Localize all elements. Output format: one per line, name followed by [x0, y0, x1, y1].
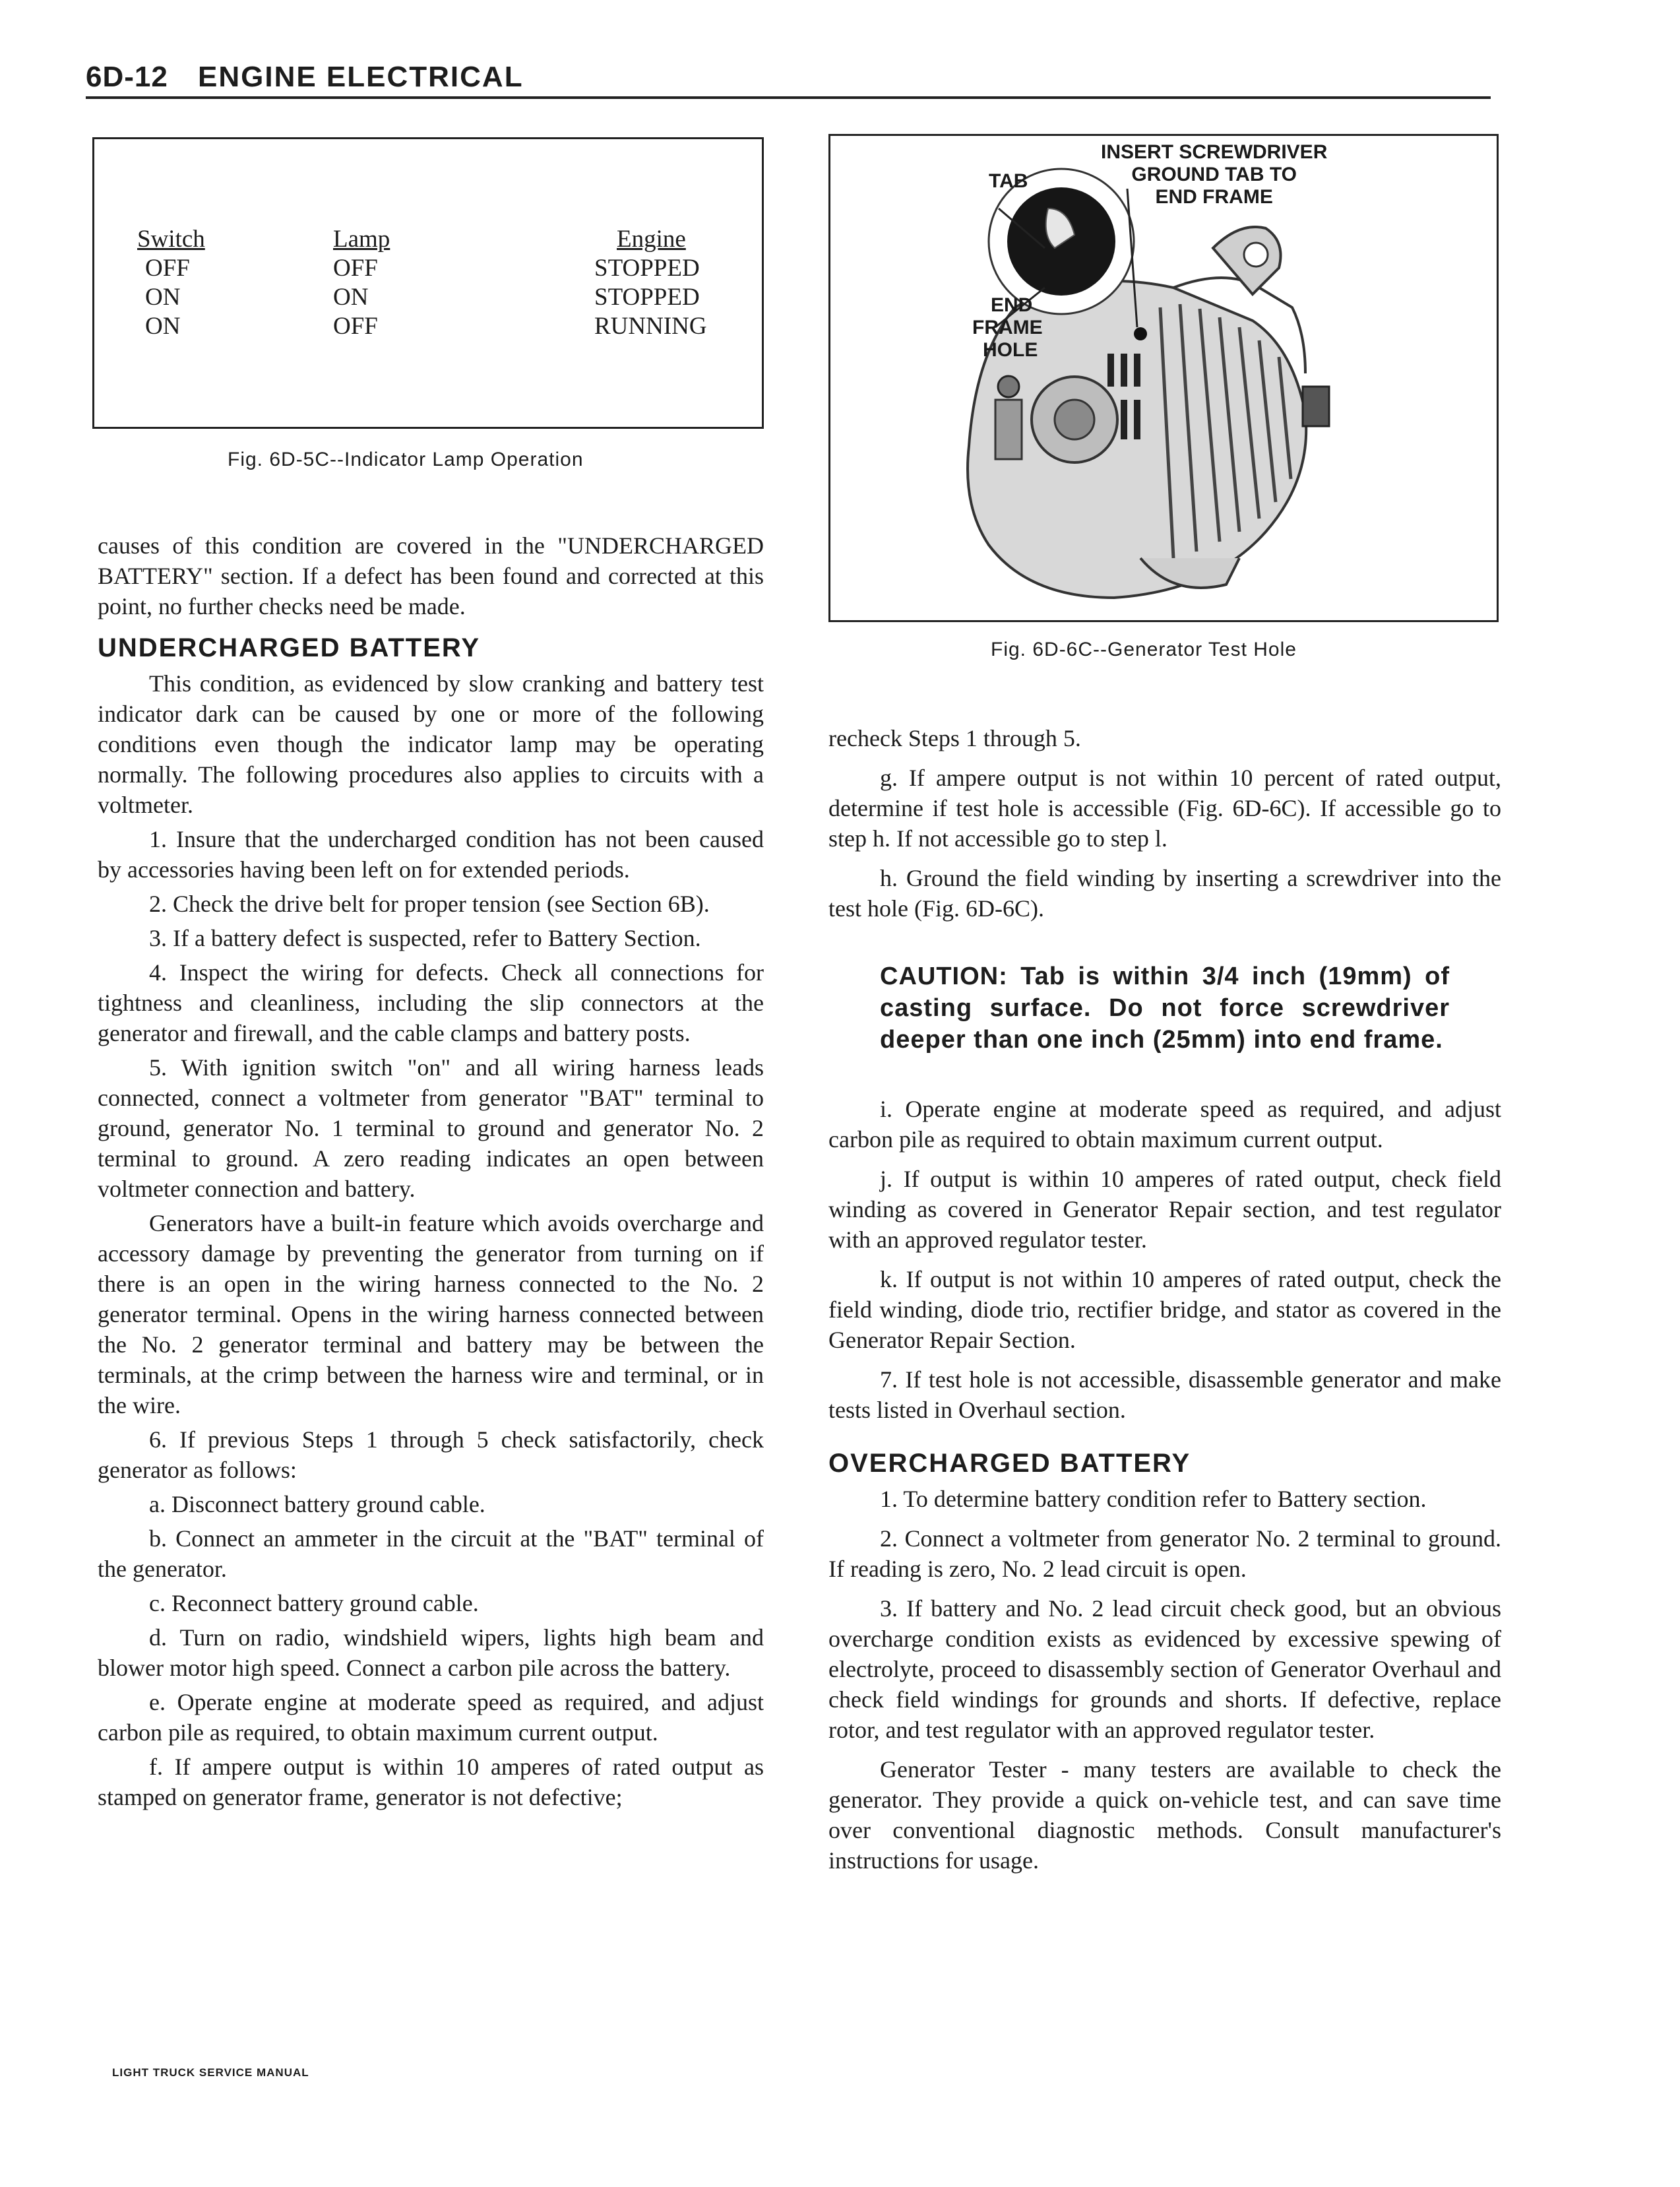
paragraph: 4. Inspect the wiring for defects. Check all connections for tightness and cleanliness, including the slip connectors at the generator and firewall, and the cable clamps and battery posts.	[98, 959, 764, 1046]
figure-label-tab: TAB	[989, 170, 1028, 192]
table-cell: OFF	[333, 255, 378, 282]
page-number: 6D-12	[86, 61, 168, 93]
paragraph: e. Operate engine at moderate speed as required, and adjust carbon pile as required, to obtain maximum current output.	[98, 1689, 764, 1746]
table-header-switch: Switch	[137, 226, 205, 253]
left-column	[98, 530, 764, 1816]
figure-label-end-line: END	[991, 294, 1033, 316]
paragraph: j. If output is within 10 amperes of rated output, check field winding as covered in Generator Repair section, and test regulator with an approved regulator tester.	[828, 1166, 1501, 1253]
figure-label-end-line: FRAME	[972, 317, 1043, 338]
table-cell: STOPPED	[594, 255, 700, 282]
paragraph: 5. With ignition switch "on" and all wiring harness leads connected, connect a voltmeter from generator "BAT" terminal to ground, generator No. 1 terminal to ground and generator No. 2 terminal to ground. A zero reading indicates an open between voltmeter connection and battery.	[98, 1054, 764, 1202]
figure-label-insert-line: GROUND TAB TO	[1131, 164, 1297, 185]
paragraph: Generators have a built-in feature which avoids overcharge and accessory damage by preventing the generator from turning on if there is an open in the wiring harness connected to the No. 2 generator terminal. Opens in the wiring harness connected between the No. 2 generator terminal and battery may be between the terminals, at the crimp between the harness wire and terminal, or in the wire.	[98, 1210, 764, 1418]
paragraph: c. Reconnect battery ground cable.	[149, 1590, 479, 1616]
figure-caption-lamp: Fig. 6D-5C--Indicator Lamp Operation	[228, 449, 584, 470]
figure-label-end-line: HOLE	[983, 339, 1038, 361]
figure-caption-generator: Fig. 6D-6C--Generator Test Hole	[991, 639, 1297, 660]
paragraph: d. Turn on radio, windshield wipers, lights high beam and blower motor high speed. Connect a carbon pile across the battery.	[98, 1624, 764, 1681]
generator-test-hole-figure	[828, 134, 1499, 622]
figure-label-insert-line: END FRAME	[1155, 186, 1273, 208]
table-col-lamp	[333, 225, 390, 341]
figure-label-end-frame-hole	[972, 294, 1043, 362]
paragraph: 2. Check the drive belt for proper tension (see Section 6B).	[149, 891, 710, 917]
paragraph: recheck Steps 1 through 5.	[828, 725, 1081, 751]
paragraph: 6. If previous Steps 1 through 5 check satisfactorily, check generator as follows:	[98, 1426, 764, 1483]
footer: LIGHT TRUCK SERVICE MANUAL	[112, 2066, 309, 2079]
paragraph: 7. If test hole is not accessible, disassemble generator and make tests listed in Overhaul section.	[828, 1366, 1501, 1423]
table-cell: STOPPED	[594, 284, 700, 311]
header-rule	[86, 96, 1491, 99]
table-col-engine	[594, 225, 707, 341]
paragraph: 1. Insure that the undercharged condition has not been caused by accessories having been left on for extended periods.	[98, 826, 764, 883]
paragraph: This condition, as evidenced by slow cranking and battery test indicator dark can be caused by one or more of the following conditions even though the indicator lamp may be operating normally. The following procedures also applies to circuits with a voltmeter.	[98, 670, 764, 818]
paragraph: Generator Tester - many testers are available to check the generator. They provide a quick on-vehicle test, and can save time over conventional diagnostic methods. Consult manufacturer's instructions for usage.	[828, 1756, 1501, 1874]
table-header-lamp: Lamp	[333, 226, 390, 253]
figure-label-insert-line: INSERT SCREWDRIVER	[1101, 141, 1328, 163]
indicator-lamp-table	[92, 137, 764, 429]
paragraph: k. If output is not within 10 amperes of rated output, check the field winding, diode trio, rectifier bridge, and stator as covered in the Generator Repair Section.	[828, 1266, 1501, 1353]
paragraph: g. If ampere output is not within 10 percent of rated output, determine if test hole is accessible (Fig. 6D-6C). If accessible go to step h. If not accessible go to step l.	[828, 765, 1501, 852]
figure-label-insert	[1101, 141, 1327, 208]
table-cell: ON	[145, 313, 181, 340]
intro-paragraph: causes of this condition are covered in the "UNDERCHARGED BATTERY" section. If a defect has been found and corrected at this point, no further checks need be made.	[98, 532, 764, 619]
table-cell: OFF	[333, 313, 378, 340]
table-cell: ON	[145, 284, 181, 311]
table-header-engine: Engine	[617, 226, 686, 253]
right-column	[828, 723, 1501, 1880]
paragraph: a. Disconnect battery ground cable.	[149, 1491, 485, 1517]
table-cell: OFF	[145, 255, 190, 282]
section-title: ENGINE ELECTRICAL	[198, 61, 524, 93]
paragraph: f. If ampere output is within 10 amperes of rated output as stamped on generator frame, generator is not defective;	[98, 1754, 764, 1810]
paragraph: 3. If battery and No. 2 lead circuit check good, but an obvious overcharge condition exists as evidenced by excessive spewing of electrolyte, proceed to disassembly section of Generator Overhaul and check field windings for grounds and shorts. If defective, replace rotor, and test regulator with an approved regulator tester.	[828, 1595, 1501, 1743]
paragraph: h. Ground the field winding by inserting a screwdriver into the test hole (Fig. 6D-6C).	[828, 865, 1501, 922]
paragraph: 3. If a battery defect is suspected, refer to Battery Section.	[149, 925, 701, 951]
paragraph: 2. Connect a voltmeter from generator No. 2 terminal to ground. If reading is zero, No. 2 lead circuit is open.	[828, 1525, 1501, 1582]
table-cell: ON	[333, 284, 369, 311]
table-cell: RUNNING	[594, 313, 707, 340]
caution-note: CAUTION: Tab is within 3/4 inch (19mm) of casting surface. Do not force screwdriver deeper than one inch (25mm) into end frame.	[880, 963, 1450, 1054]
table-col-switch	[137, 225, 205, 341]
heading-overcharged: OVERCHARGED BATTERY	[828, 1449, 1191, 1478]
generator-illustration	[830, 136, 1497, 620]
heading-undercharged: UNDERCHARGED BATTERY	[98, 633, 480, 662]
paragraph: b. Connect an ammeter in the circuit at the "BAT" terminal of the generator.	[98, 1525, 764, 1582]
paragraph: 1. To determine battery condition refer to Battery section.	[880, 1486, 1427, 1512]
paragraph: i. Operate engine at moderate speed as required, and adjust carbon pile as required to obtain maximum current output.	[828, 1096, 1501, 1153]
